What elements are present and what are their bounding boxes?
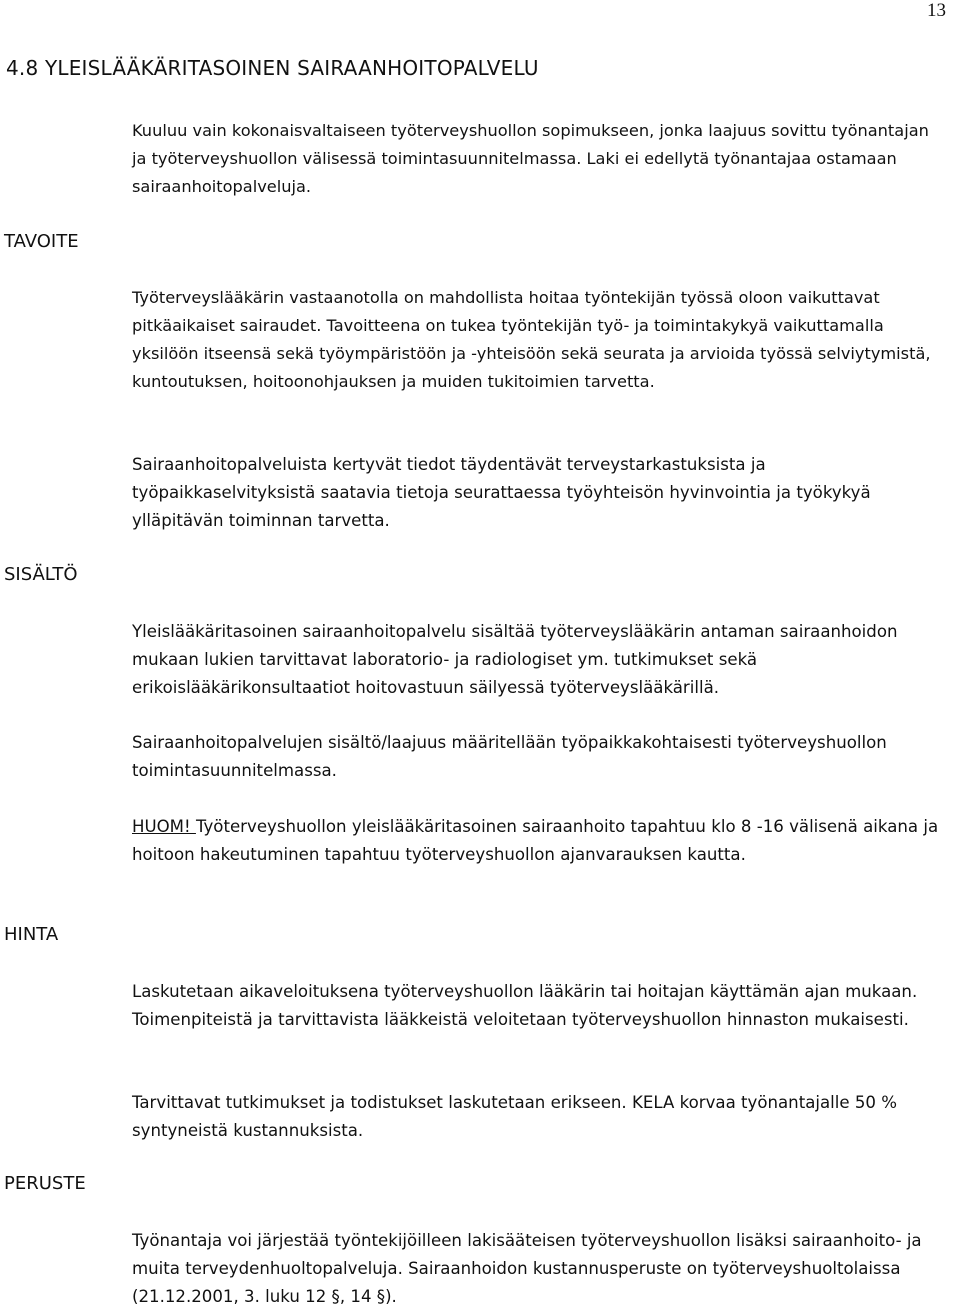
label-tavoite: TAVOITE: [4, 231, 79, 252]
sisalto-huom-paragraph: [132, 813, 940, 869]
label-peruste: PERUSTE: [4, 1173, 86, 1194]
intro-paragraph: Kuuluu vain kokonaisvaltaiseen työterveyshuollon sopimukseen, jonka laajuus sovittu työnantajan ja työterveyshuollon välisessä toimintasuunnitelmassa. Laki ei edellytä työnantajaa ostamaan sairaanhoitopalveluja.: [132, 121, 929, 196]
sisalto-paragraph-1: Yleislääkäritasoinen sairaanhoitopalvelu sisältää työterveyslääkärin antaman sairaanhoidon mukaan lukien tarvittavat laboratorio- ja radiologiset ym. tutkimukset sekä erikoislääkärikonsultaatiot hoitovastuun säilyessä työterveyslääkärillä.: [132, 622, 898, 697]
label-sisalto: SISÄLTÖ: [4, 564, 78, 585]
hinta-paragraph-1: Laskutetaan aikaveloituksena työterveyshuollon lääkärin tai hoitajan käyttämän ajan mukaan. Toimenpiteistä ja tarvittavista lääkkeistä veloitetaan työterveyshuollon hinnaston mukaisesti.: [132, 982, 918, 1029]
label-hinta: HINTA: [4, 924, 59, 945]
hinta-paragraph-2: Tarvittavat tutkimukset ja todistukset laskutetaan erikseen. KELA korvaa työnantajalle 50 % syntyneistä kustannuksista.: [132, 1093, 898, 1140]
huom-label: HUOM!: [132, 817, 196, 836]
peruste-paragraph: Työnantaja voi järjestää työntekijöilleen lakisääteisen työterveyshuollon lisäksi sairaanhoito- ja muita terveydenhuoltopalveluja. Sairaanhoidon kustannusperuste on työterveyshuoltolaissa (21.12.2001, 3. luku 12 §, 14 §).: [132, 1231, 922, 1306]
tavoite-paragraph-1: Työterveyslääkärin vastaanotolla on mahdollista hoitaa työntekijän työssä oloon vaikuttavat pitkäaikaiset sairaudet. Tavoitteena on tukea työntekijän työ- ja toimintakykyä vaikuttamalla yksilöön itseensä sekä työympäristöön ja -yhteisöön sekä seurata ja arvioida työssä selviytymistä, kuntoutuksen, hoitoonohjauksen ja muiden tukitoimien tarvetta.: [132, 288, 931, 391]
page-number: 13: [927, 0, 946, 21]
sisalto-paragraph-2: Sairaanhoitopalvelujen sisältö/laajuus määritellään työpaikkakohtaisesti työterveyshuollon toimintasuunnitelmassa.: [132, 733, 887, 780]
section-title: 4.8 YLEISLÄÄKÄRITASOINEN SAIRAANHOITOPALVELU: [6, 56, 539, 80]
huom-text: Työterveyshuollon yleislääkäritasoinen sairaanhoito tapahtuu klo 8 -16 välisenä aikana ja hoitoon hakeutuminen tapahtuu työterveyshuollon ajanvarauksen kautta.: [132, 817, 939, 864]
tavoite-paragraph-2: Sairaanhoitopalveluista kertyvät tiedot täydentävät terveystarkastuksista ja työpaikkaselvityksistä saatavia tietoja seurattaessa työyhteisön hyvinvointia ja työkykyä ylläpitävän toiminnan tarvetta.: [132, 455, 871, 530]
